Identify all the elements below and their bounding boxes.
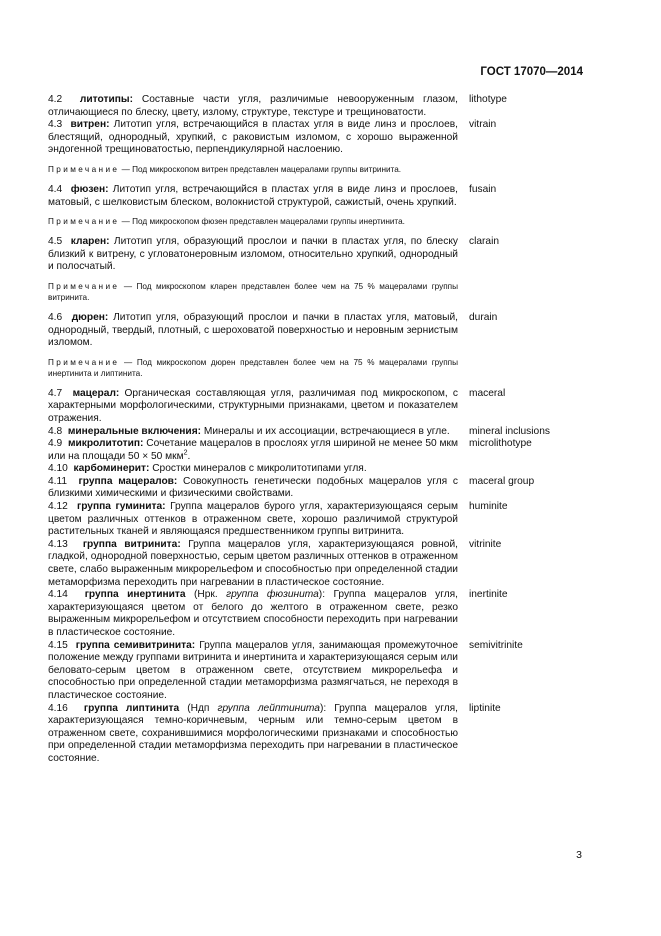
entry-term: витрен: xyxy=(70,119,110,131)
entry-synonym-prefix: (Ндп xyxy=(179,702,218,714)
entry-text xyxy=(48,438,458,463)
entry-number: 4.10 xyxy=(48,463,68,475)
note-text: — Под микроскопом кларен представлен более чем на 75 % мацералами группы витринита. xyxy=(48,281,458,302)
entry-term: группа инертинита xyxy=(84,589,186,601)
note-durain xyxy=(48,357,458,379)
entry-4-15 xyxy=(48,640,588,703)
entry-number: 4.7 xyxy=(48,387,63,399)
entry-definition: Группа мацералов угля, характеризующаяся ровной, гладкой, однородной поверхностью, серым цветом различных оттенков в отраженном свете, слабо выраженным микрорельефом и способностью при определенной стадии метаморфизма переходить при нагревании в пластическое состояние. xyxy=(48,538,458,588)
entry-english-term: maceral xyxy=(469,387,506,399)
entry-4-10 xyxy=(48,463,588,476)
entry-number: 4.5 xyxy=(48,236,63,248)
entry-term: группа гуминита: xyxy=(76,501,166,513)
entry-number: 4.14 xyxy=(48,589,68,601)
entry-definition: Органическая составляющая угля, различимая под микроскопом, с характерными морфологическими, структурными признаками, цветом и показателем отражения. xyxy=(48,387,458,424)
entry-4-2 xyxy=(48,94,588,119)
entry-definition: Литотип угля, образующий прослои и пачки в пластах угля, матовый, однородный, твердый, плотный, с шероховатой поверхностью и неровным зернистым изломом. xyxy=(48,311,458,349)
entry-4-16 xyxy=(48,703,588,766)
entry-number: 4.13 xyxy=(48,538,68,550)
entry-text xyxy=(48,94,458,119)
entry-text xyxy=(48,236,458,274)
note-text: — Под микроскопом витрен представлен мацералами группы витринита. xyxy=(119,164,402,174)
entry-english-term: huminite xyxy=(469,501,508,513)
entry-english-term: vitrain xyxy=(469,119,497,131)
entry-text xyxy=(48,476,458,501)
entry-english-term: vitrinite xyxy=(469,538,502,550)
entry-definition: ): Группа мацералов угля, характеризующаяся цветом от белого до желтого в отраженном свете, резко выраженным микрорельефом и отсутствием способности переходить при нагревании в пластическое состояние. xyxy=(48,589,458,638)
entry-number: 4.11 xyxy=(48,475,68,487)
entry-term: группа липтинита xyxy=(83,702,180,714)
entry-text xyxy=(48,539,458,589)
entry-number: 4.9 xyxy=(48,438,63,450)
entry-definition: Литотип угля, встречающийся в пластах угля в виде линз и прослоев, матовый, с шелковистым блеском, волокнистой структурой, сажистый, очень хрупкий. xyxy=(48,183,458,208)
entry-definition: Группа мацералов бурого угля, характеризующаяся серым цветом различных оттенков в отраженном свете, хорошо различимой структурой растительных тканей и являющаяся предшественником группы витринита. xyxy=(48,501,458,538)
entry-english-term: clarain xyxy=(469,236,500,248)
entry-term: литотипы: xyxy=(79,94,133,105)
entry-term: группа витринита: xyxy=(82,538,181,550)
entry-synonym: группа фюзинита xyxy=(226,589,319,601)
entry-number: 4.8 xyxy=(48,425,63,437)
entry-4-8 xyxy=(48,426,588,439)
entry-term: карбоминерит: xyxy=(73,463,150,475)
entry-text xyxy=(48,312,458,350)
entry-4-6 xyxy=(48,312,588,350)
note-label: Примечание xyxy=(48,357,120,367)
entry-term: дюрен: xyxy=(71,311,109,323)
page-number: 3 xyxy=(576,849,582,861)
entry-number: 4.12 xyxy=(48,501,68,513)
entry-number: 4.15 xyxy=(48,639,68,651)
standard-number: ГОСТ 17070—2014 xyxy=(480,66,583,78)
entry-text xyxy=(48,388,458,426)
note-label: Примечание xyxy=(48,217,120,227)
entry-4-7 xyxy=(48,388,588,426)
entry-4-3 xyxy=(48,119,588,157)
entry-definition: Составные части угля, различимые невооруженным глазом, отличающиеся по блеску, цвету, излому, структуре, текстуре и трещиноватости. xyxy=(48,94,458,118)
entry-text xyxy=(48,501,458,539)
entry-number: 4.4 xyxy=(48,183,63,195)
entry-definition: ): Группа мацералов угля, характеризующаяся темно-коричневым, черным или темно-серым цветом в отраженном свете, сохранившимися морфологическими признаками и способностью при определенной стадии метаморфизма переходить при нагревании в пластическое состояние. xyxy=(48,702,459,764)
entry-definition: Литотип угля, образующий прослои и пачки в пластах угля, по блеску близкий к витрену, с угловатонеровным изломом, относительно хрупкий, однородный и полосчатый. xyxy=(48,236,458,273)
entry-4-9 xyxy=(48,438,588,463)
entry-4-14 xyxy=(48,589,588,639)
note-fusain xyxy=(48,216,458,227)
entry-synonym-prefix: (Нрк. xyxy=(185,589,227,601)
entry-text xyxy=(48,426,458,439)
entry-term: кларен: xyxy=(70,236,110,248)
entry-4-12 xyxy=(48,501,588,539)
entry-english-term: mineral inclusions xyxy=(469,425,550,437)
entry-term: мацерал: xyxy=(72,387,120,399)
entry-definition-tail: . xyxy=(187,450,191,462)
entry-english-term: inertinite xyxy=(469,589,508,601)
entry-text xyxy=(48,184,458,209)
entry-text xyxy=(48,703,458,766)
entry-english-term: semivitrinite xyxy=(469,639,523,651)
entry-text xyxy=(48,589,458,639)
note-label: Примечание xyxy=(48,281,120,291)
note-label: Примечание xyxy=(48,164,120,174)
superscript: 2 xyxy=(183,449,188,457)
entry-term: группа мацералов: xyxy=(78,475,178,487)
entry-4-11 xyxy=(48,476,588,501)
entry-definition: Минералы и их ассоциации, встречающиеся в угле. xyxy=(201,425,450,437)
entry-4-5 xyxy=(48,236,588,274)
entry-term: фюзен: xyxy=(70,183,109,195)
entry-english-term: fusain xyxy=(469,183,497,195)
entry-term: минеральные включения: xyxy=(67,425,202,437)
entry-definition: Совокупность генетически подобных мацералов угля с близкими химическими и физическими свойствами. xyxy=(48,475,458,500)
entry-number: 4.16 xyxy=(48,702,68,714)
entry-english-term: microlithotype xyxy=(469,438,532,450)
entry-english-term: lithotype xyxy=(469,94,507,105)
entry-english-term: durain xyxy=(469,311,498,323)
entry-definition: Сростки минералов с микролитотипами угля. xyxy=(149,463,367,475)
note-vitrain xyxy=(48,164,458,175)
entry-term: группа семивитринита: xyxy=(75,639,196,651)
entry-4-4 xyxy=(48,184,588,209)
entry-text xyxy=(48,640,458,703)
entry-definition: Литотип угля, встречающийся в пластах угля в виде линз и прослоев, блестящий, однородный, хрупкий, с раковистым изломом, с хорошо выраженной эндогенной трещиноватостью, перпендикулярной наслоению. xyxy=(48,119,458,156)
note-clarain xyxy=(48,281,458,303)
entry-number: 4.2 xyxy=(48,94,63,105)
entry-term: микролитотип: xyxy=(67,438,144,450)
entry-definition: Группа мацералов угля, занимающая промежуточное положение между группами витринита и инертинита и характеризующаяся серым или беловато-серым цветом в отраженном свете, отсутствием микрорельефа и способностью при определенной стадии метаморфизма размягчаться, не переходя в пластическое состояние. xyxy=(48,639,459,701)
terms-list xyxy=(48,94,588,766)
entry-text xyxy=(48,463,458,476)
entry-english-term: maceral group xyxy=(469,475,535,487)
entry-4-13 xyxy=(48,539,588,589)
entry-text xyxy=(48,119,458,157)
entry-definition: Сочетание мацералов в прослоях угля шириной не менее 50 мкм или на площади 50 × 50 мкм xyxy=(48,438,458,462)
note-text: — Под микроскопом дюрен представлен более чем на 75 % мацералами группы инертинита и липтинита. xyxy=(48,357,458,378)
entry-synonym: группа лейптинита xyxy=(217,702,320,714)
entry-english-term: liptinite xyxy=(469,702,501,714)
entry-number: 4.6 xyxy=(48,311,63,323)
entry-number: 4.3 xyxy=(48,119,63,131)
note-text: — Под микроскопом фюзен представлен мацералами группы инертинита. xyxy=(119,217,405,227)
